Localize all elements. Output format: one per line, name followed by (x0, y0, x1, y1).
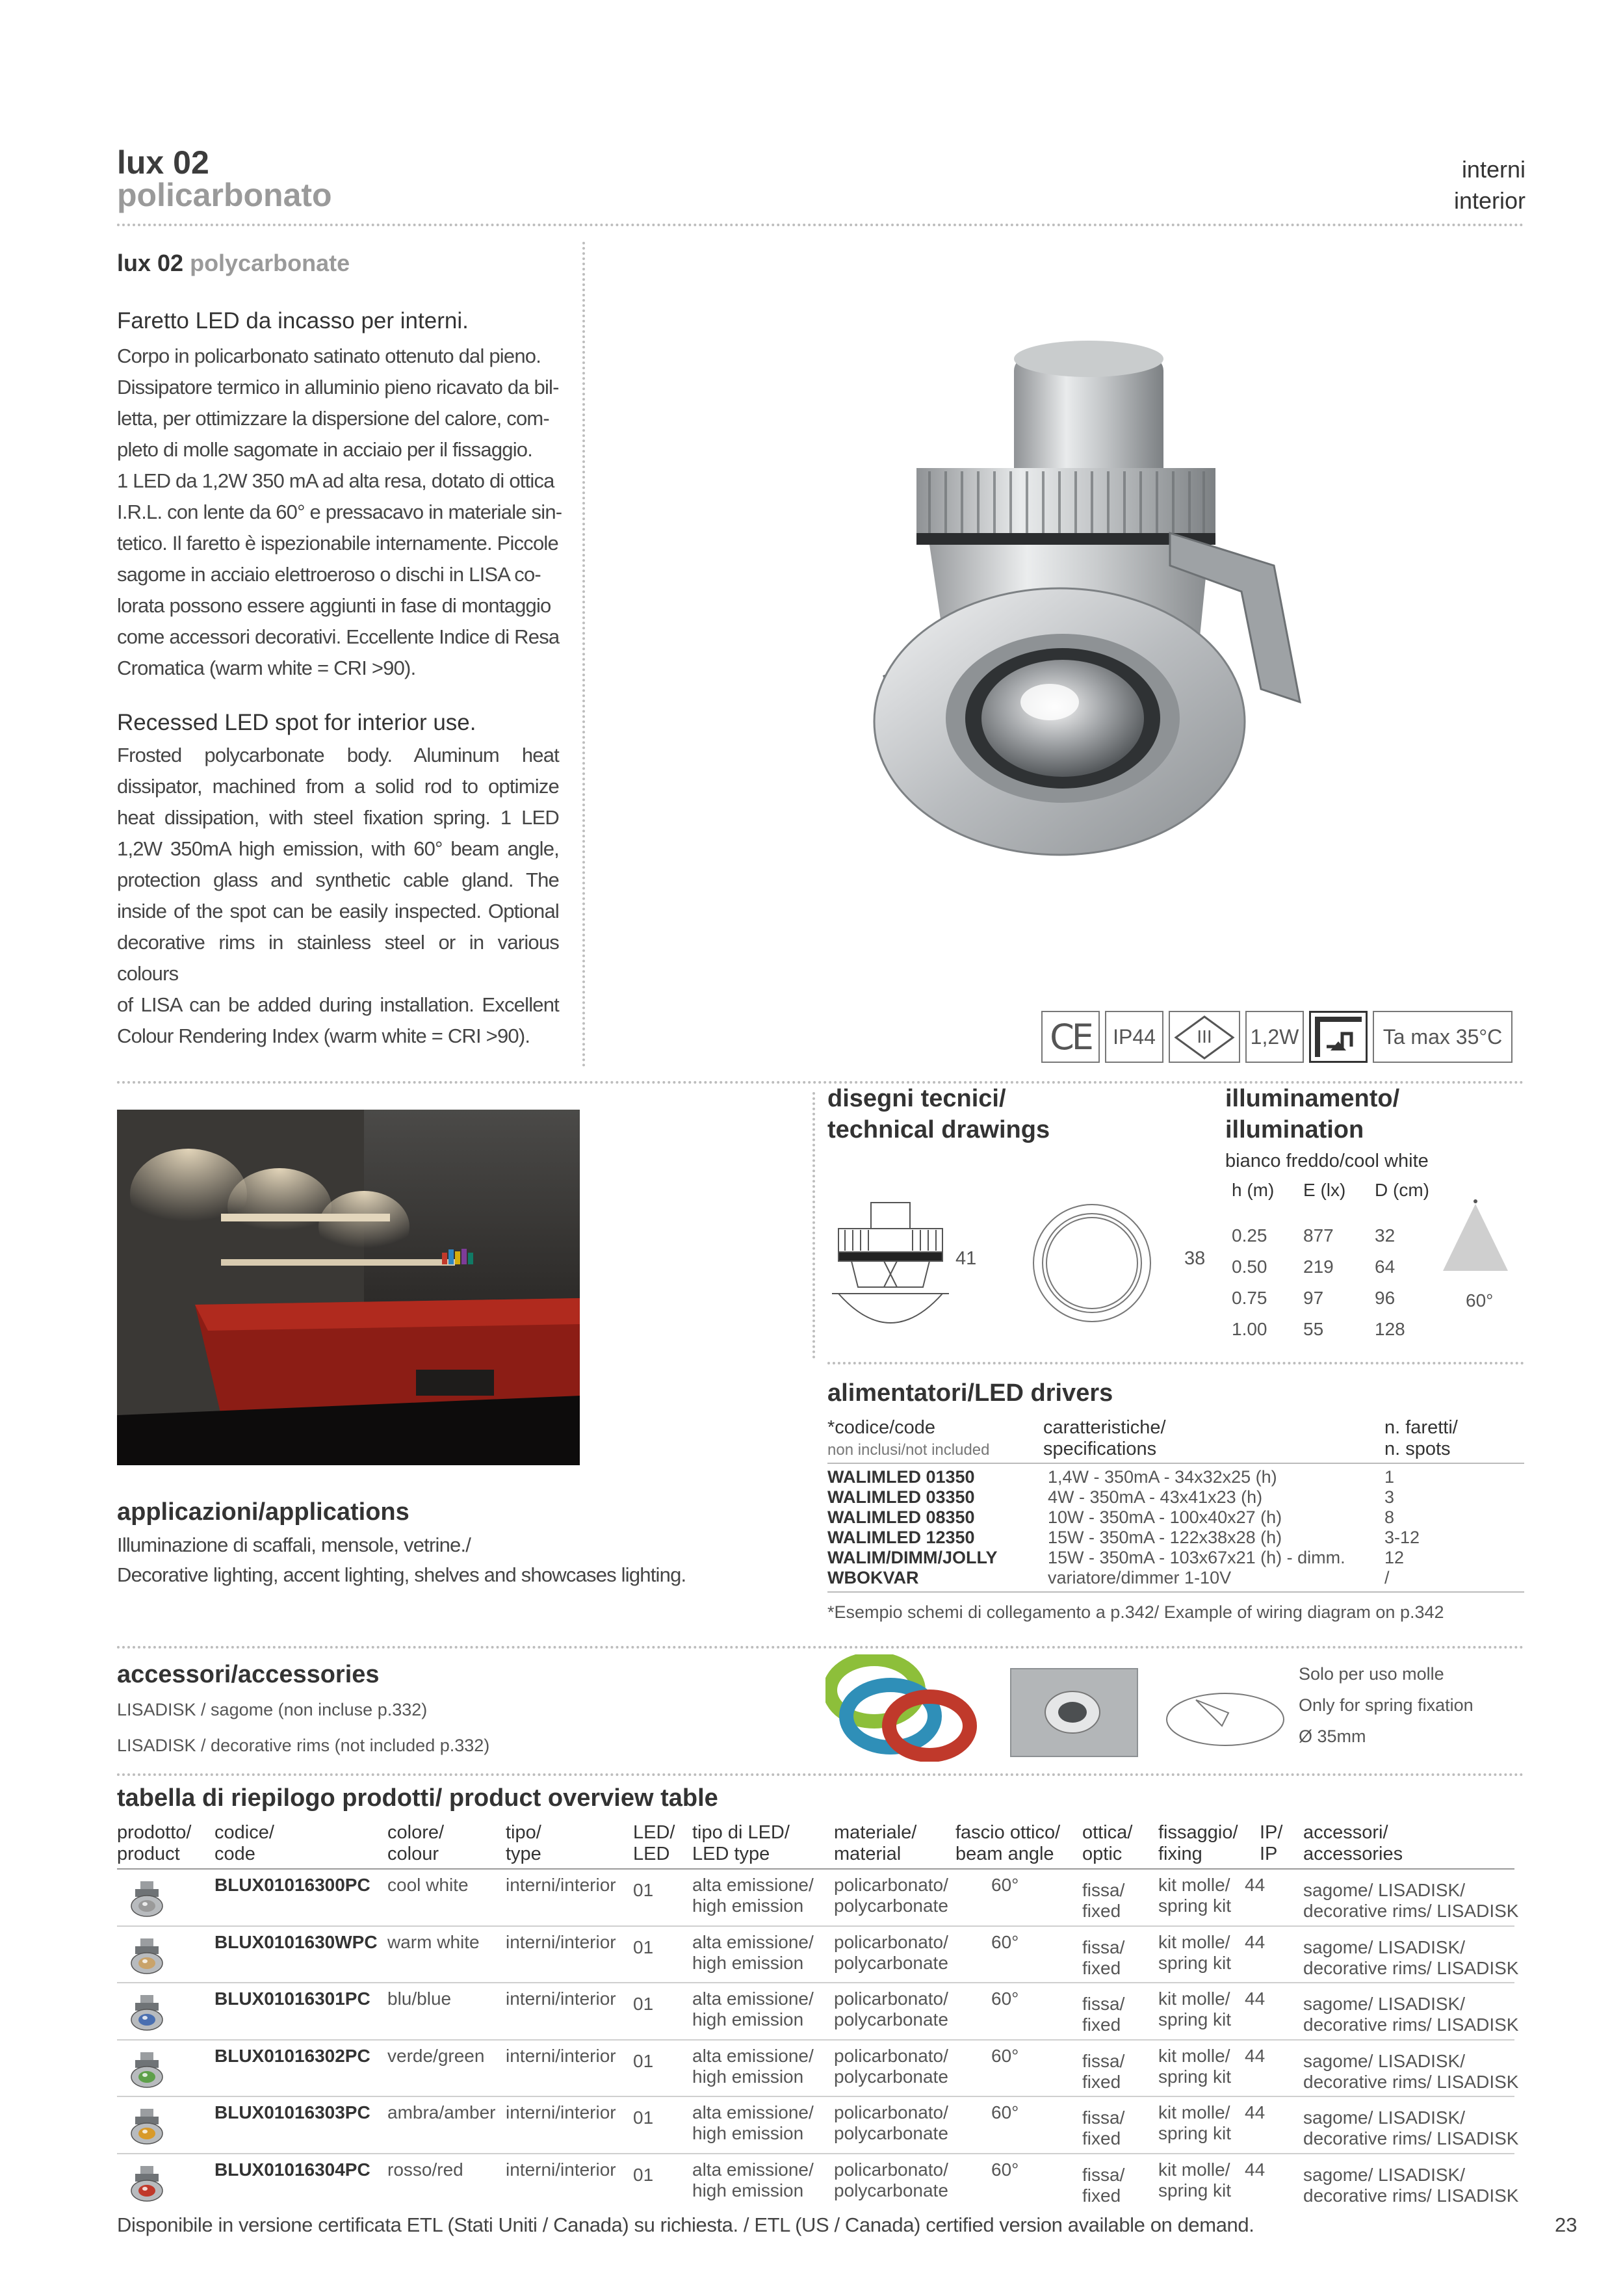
accessories-note-2: Only for spring fixation (1299, 1695, 1474, 1715)
table-cell-ip: 44 (1245, 2102, 1266, 2122)
illumination-cell: 55 (1303, 1319, 1324, 1339)
drivers-header-rule (827, 1463, 1524, 1464)
drivers-header-spots-2: n. spots (1384, 1439, 1451, 1459)
illumination-cell: 0.75 (1232, 1288, 1267, 1308)
driver-spots: 8 (1384, 1507, 1395, 1527)
table-header (1082, 1822, 1132, 1865)
table-cell-mat2: polycarbonate (834, 2123, 948, 2143)
illumination-cell: 32 (1375, 1225, 1396, 1246)
table-cell-fix1: kit molle/ (1158, 1989, 1230, 2009)
illumination-cell: 97 (1303, 1288, 1324, 1308)
table-cell-ip: 44 (1245, 2159, 1266, 2180)
table-header-line: accessori/ (1303, 1822, 1388, 1843)
drawings-title-en: technical drawings (827, 1116, 1050, 1143)
applications-line-it: Illuminazione di scaffali, mensole, vetrine./ (117, 1533, 471, 1556)
table-cell-fix1: kit molle/ (1158, 2102, 1230, 2122)
driver-code: WBOKVAR (827, 1568, 919, 1587)
section-divider-drivers (827, 1362, 1524, 1364)
drivers-header-spots-1: n. faretti/ (1384, 1417, 1458, 1438)
table-cell-beam: 60° (991, 1875, 1019, 1895)
beam-angle-label: 60° (1466, 1290, 1494, 1311)
table-header-line: accessories (1303, 1844, 1403, 1864)
text-line: I.R.L. con lente da 60° e pressacavo in materiale sin- (117, 501, 562, 523)
product-photo (806, 338, 1339, 871)
table-cell-ip: 44 (1245, 1931, 1266, 1952)
illumination-subtitle: bianco freddo/cool white (1225, 1151, 1429, 1171)
table-cell-ledtype2: high emission (692, 2009, 804, 2029)
table-cell-led: 01 (633, 2107, 654, 2128)
table-row-divider (117, 2096, 1514, 2097)
table-cell-ledtype2: high emission (692, 1896, 804, 1916)
driver-code: WALIMLED 12350 (827, 1528, 975, 1547)
table-cell-colour: ambra/amber (387, 2102, 496, 2122)
table-header (214, 1822, 274, 1865)
illumination-cell: 128 (1375, 1319, 1405, 1339)
applications-title: applicazioni/applications (117, 1498, 409, 1526)
illumination-cell: 1.00 (1232, 1319, 1267, 1339)
table-cell-type: interni/interior (506, 1989, 616, 2009)
table-header-line: LED type (692, 1844, 770, 1864)
table-cell-led: 01 (633, 2164, 654, 2185)
category-it: interni (1461, 156, 1526, 183)
table-header (387, 1822, 444, 1865)
text-line: Dissipatore termico in alluminio pieno ricavato da bil- (117, 376, 559, 398)
table-cell-ledtype2: high emission (692, 2123, 804, 2143)
max-temp-text: Ta max 35°C (1383, 1024, 1503, 1049)
table-cell-fix1: kit molle/ (1158, 1931, 1230, 1952)
table-cell-colour: verde/green (387, 2045, 485, 2066)
table-cell-optic1: fissa/ (1082, 2107, 1125, 2128)
table-header-line: LED/ (633, 1822, 675, 1843)
applications-text (117, 1530, 767, 1590)
drivers-header-spec-2: specifications (1043, 1439, 1157, 1459)
table-cell-type: interni/interior (506, 2045, 616, 2066)
table-header-line: code (214, 1844, 255, 1864)
table-header-line: IP (1260, 1844, 1278, 1864)
table-header-line: fixing (1158, 1844, 1202, 1864)
table-cell-fix2: spring kit (1158, 1952, 1232, 1973)
table-cell-mat2: polycarbonate (834, 2066, 948, 2087)
illumination-title-en: illumination (1225, 1116, 1364, 1143)
table-header-line: materiale/ (834, 1822, 917, 1843)
table-cell-optic2: fixed (1082, 2128, 1121, 2148)
table-header-line: beam angle (955, 1844, 1054, 1864)
illumination-title-it: illuminamento/ (1225, 1085, 1400, 1112)
product-thumbnail (127, 1880, 166, 1919)
table-cell-acc1: sagome/ LISADISK/ (1303, 2107, 1466, 2128)
table-cell-optic1: fissa/ (1082, 1937, 1125, 1957)
surface-mount-glyph (1312, 1014, 1364, 1060)
section-divider-3 (117, 1773, 1524, 1776)
driver-code: WALIM/DIMM/JOLLY (827, 1548, 998, 1567)
dimension-height: 41 (955, 1248, 977, 1269)
table-row-divider (117, 1925, 1514, 1927)
product-thumbnail (127, 2051, 166, 2090)
text-line: Corpo in policarbonato satinato ottenuto dal pieno. (117, 345, 541, 367)
table-cell-fix2: spring kit (1158, 2123, 1232, 2143)
table-header (1158, 1822, 1238, 1865)
table-cell-led: 01 (633, 1994, 654, 2014)
table-header (117, 1822, 191, 1865)
table-cell-mat2: polycarbonate (834, 2009, 948, 2029)
text-line: Colour Rendering Index (warm white = CRI >90). (117, 1024, 530, 1047)
table-cell-ledtype1: alta emissione/ (692, 1875, 814, 1895)
drawings-column-divider (812, 1092, 815, 1359)
table-header (1260, 1822, 1282, 1865)
table-cell-fix2: spring kit (1158, 2180, 1232, 2200)
table-cell-beam: 60° (991, 2159, 1019, 2180)
square-rim-illustration (1011, 1669, 1137, 1756)
illumination-header: h (m) (1232, 1180, 1275, 1200)
ce-mark-icon (1041, 1011, 1100, 1063)
driver-spots: 3 (1384, 1487, 1395, 1507)
table-header-line: tipo/ (506, 1822, 541, 1843)
lisadisk-colored-rims (825, 1654, 981, 1762)
table-row-divider (117, 1982, 1514, 1983)
table-cell-type: interni/interior (506, 2159, 616, 2180)
table-cell-mat1: policarbonato/ (834, 2045, 948, 2066)
product-title: lux 02 (117, 144, 209, 181)
table-cell-mat2: polycarbonate (834, 1896, 948, 1916)
table-cell-mat1: policarbonato/ (834, 1989, 948, 2009)
table-cell-led: 01 (633, 1937, 654, 1957)
table-cell-colour: warm white (387, 1931, 480, 1952)
spotlight-illustration (874, 341, 1300, 855)
text-line: dissipator, machined from a solid rod to optimize (117, 775, 559, 798)
table-cell-led: 01 (633, 1880, 654, 1900)
table-cell-code: BLUX0101630WPC (214, 1931, 378, 1952)
table-header-line: tipo di LED/ (692, 1822, 790, 1843)
table-cell-beam: 60° (991, 1931, 1019, 1952)
text-line: heat dissipation, with steel fixation spring. 1 LED (117, 806, 559, 829)
table-cell-acc1: sagome/ LISADISK/ (1303, 2050, 1466, 2071)
power-badge (1245, 1011, 1304, 1063)
table-cell-acc2: decorative rims/ LISADISK (1303, 1901, 1519, 1921)
table-cell-acc2: decorative rims/ LISADISK (1303, 1957, 1519, 1978)
table-cell-mat1: policarbonato/ (834, 1931, 948, 1952)
text-line: sagome in acciaio elettroeroso o dischi in LISA co- (117, 563, 541, 586)
table-cell-fix2: spring kit (1158, 2009, 1232, 2029)
table-header-line: codice/ (214, 1822, 274, 1843)
driver-spec: 15W - 350mA - 103x67x21 (h) - dimm. (1048, 1548, 1345, 1567)
table-header-line: fissaggio/ (1158, 1822, 1238, 1843)
table-cell-ip: 44 (1245, 2045, 1266, 2066)
text-line: come accessori decorativi. Eccellente Indice di Resa (117, 625, 560, 648)
table-header-line: material (834, 1844, 902, 1864)
front-view-circles (1033, 1205, 1150, 1322)
table-header (633, 1822, 675, 1865)
table-cell-led: 01 (633, 2050, 654, 2071)
table-cell-beam: 60° (991, 2102, 1019, 2122)
table-header (955, 1822, 1060, 1865)
text-line: decorative rims in stainless steel or in various colours (117, 931, 559, 985)
driver-spots: 1 (1384, 1467, 1395, 1487)
driver-spec: 1,4W - 350mA - 34x32x25 (h) (1048, 1467, 1277, 1487)
table-cell-ledtype1: alta emissione/ (692, 1989, 814, 2009)
table-cell-colour: cool white (387, 1875, 469, 1895)
side-view-lines (832, 1203, 949, 1323)
decorative-rim-square (1004, 1665, 1141, 1760)
table-header-line: IP/ (1260, 1822, 1283, 1843)
accessories-note-1: Solo per uso molle (1299, 1664, 1444, 1684)
table-cell-optic1: fissa/ (1082, 1994, 1125, 2014)
table-header-line: colore/ (387, 1822, 445, 1843)
drawings-title (827, 1083, 1050, 1145)
ce-mark-text: CE (1050, 1016, 1091, 1058)
drawings-title-it: disegni tecnici/ (827, 1085, 1006, 1112)
table-cell-acc2: decorative rims/ LISADISK (1303, 2185, 1519, 2206)
table-cell-optic2: fixed (1082, 2015, 1121, 2035)
drivers-header-spec (1043, 1417, 1166, 1460)
table-cell-fix1: kit molle/ (1158, 2045, 1230, 2066)
text-line: 1 LED da 1,2W 350 mA ad alta resa, dotato di ottica (117, 469, 554, 492)
table-header (834, 1822, 916, 1865)
intro-body-it (117, 341, 562, 684)
product-thumbnail (127, 2107, 166, 2146)
illumination-cell: 0.50 (1232, 1257, 1267, 1277)
coloured-rims-illustration (830, 1659, 970, 1755)
illumination-header: D (cm) (1375, 1180, 1429, 1200)
table-cell-beam: 60° (991, 2045, 1019, 2066)
text-line: pleto di molle sagomate in acciaio per il fissaggio. (117, 438, 533, 461)
table-cell-ledtype1: alta emissione/ (692, 1931, 814, 1952)
drivers-header-code: *codice/code (827, 1417, 936, 1438)
table-cell-optic1: fissa/ (1082, 2050, 1125, 2071)
page-number: 23 (1555, 2213, 1578, 2236)
text-line: Cromatica (warm white = CRI >90). (117, 657, 416, 679)
class-iii-icon (1169, 1011, 1240, 1063)
table-cell-ip: 44 (1245, 1875, 1266, 1895)
driver-spec: 4W - 350mA - 43x41x23 (h) (1048, 1487, 1263, 1507)
table-header (1303, 1822, 1403, 1865)
table-cell-mat1: policarbonato/ (834, 2102, 948, 2122)
driver-code: WALIMLED 03350 (827, 1487, 975, 1507)
driver-code: WALIMLED 01350 (827, 1467, 975, 1487)
side-view-knurl (845, 1230, 936, 1251)
illumination-cell: 219 (1303, 1257, 1334, 1277)
table-cell-ledtype1: alta emissione/ (692, 2159, 814, 2180)
drivers-header-code-note: non inclusi/not included (827, 1441, 990, 1459)
table-cell-acc1: sagome/ LISADISK/ (1303, 1994, 1466, 2014)
table-header-line: optic (1082, 1844, 1123, 1864)
illumination-header: E (lx) (1303, 1180, 1346, 1200)
intro-sub-light: polycarbonate (190, 250, 350, 276)
driver-spots: / (1384, 1568, 1390, 1587)
drivers-header-spots (1384, 1417, 1458, 1460)
illumination-cell: 0.25 (1232, 1225, 1267, 1246)
table-cell-optic2: fixed (1082, 1901, 1121, 1921)
applications-line-en: Decorative lighting, accent lighting, shelves and showcases lighting. (117, 1563, 686, 1586)
text-line: letta, per ottimizzare la dispersione del calore, com- (117, 407, 549, 430)
table-cell-code: BLUX01016303PC (214, 2102, 370, 2122)
technical-drawing-side (825, 1196, 968, 1339)
text-line: inside of the spot can be easily inspected. Optional (117, 900, 559, 922)
table-header-rule (117, 1868, 1514, 1870)
text-line: Frosted polycarbonate body. Aluminum heat (117, 744, 559, 766)
table-header (506, 1822, 541, 1865)
table-cell-ip: 44 (1245, 1989, 1266, 2009)
drivers-bottom-rule (827, 1591, 1524, 1593)
text-line: lorata possono essere aggiunti in fase di montaggio (117, 594, 551, 617)
table-cell-type: interni/interior (506, 2102, 616, 2122)
illumination-cell: 64 (1375, 1257, 1396, 1277)
illumination-title (1225, 1083, 1399, 1145)
table-header (692, 1822, 790, 1865)
driver-spec: variatore/dimmer 1-10V (1048, 1568, 1232, 1587)
interior-scene (117, 1110, 580, 1465)
table-cell-acc1: sagome/ LISADISK/ (1303, 1880, 1466, 1900)
text-line: tetico. Il faretto è ispezionabile internamente. Piccole (117, 532, 558, 554)
table-cell-optic1: fissa/ (1082, 2164, 1125, 2185)
intro-heading-en: Recessed LED spot for interior use. (117, 710, 476, 735)
product-thumbnail (127, 1994, 166, 2033)
spring-fixation-lines (1167, 1693, 1284, 1745)
table-title: tabella di riepilogo prodotti/ product overview table (117, 1784, 718, 1812)
category-en: interior (1453, 187, 1526, 214)
table-header-line: ottica/ (1082, 1822, 1133, 1843)
table-header-line: type (506, 1844, 541, 1864)
intro-sub-bold: lux 02 (117, 250, 184, 276)
table-cell-mat2: polycarbonate (834, 2180, 948, 2200)
table-cell-code: BLUX01016304PC (214, 2159, 370, 2180)
product-thumbnail (127, 1937, 166, 1976)
section-divider-2 (117, 1646, 1524, 1649)
table-cell-mat2: polycarbonate (834, 1952, 948, 1973)
table-cell-mat1: policarbonato/ (834, 1875, 948, 1895)
ip-rating-text: IP44 (1113, 1024, 1156, 1049)
table-cell-acc1: sagome/ LISADISK/ (1303, 2164, 1466, 2185)
beam-cone-icon (1440, 1196, 1511, 1274)
illumination-cell: 96 (1375, 1288, 1396, 1308)
intro-column-divider (582, 242, 585, 1067)
table-cell-optic1: fissa/ (1082, 1880, 1125, 1900)
drivers-title: alimentatori/LED drivers (827, 1379, 1113, 1407)
table-cell-ledtype1: alta emissione/ (692, 2045, 814, 2066)
table-cell-colour: rosso/red (387, 2159, 463, 2180)
drivers-header-spec-1: caratteristiche/ (1043, 1417, 1166, 1438)
product-thumbnail (127, 2165, 166, 2204)
driver-spec: 10W - 350mA - 100x40x27 (h) (1048, 1507, 1282, 1527)
table-row-divider (117, 2153, 1514, 2154)
table-cell-ledtype2: high emission (692, 2180, 804, 2200)
accessories-line-1: LISADISK / sagome (non incluse p.332) (117, 1700, 428, 1719)
table-cell-code: BLUX01016302PC (214, 2045, 370, 2066)
table-cell-fix1: kit molle/ (1158, 2159, 1230, 2180)
intro-body-en (117, 740, 559, 1052)
table-cell-code: BLUX01016300PC (214, 1875, 370, 1895)
table-cell-ledtype2: high emission (692, 2066, 804, 2087)
table-header-line: product (117, 1844, 180, 1864)
power-text: 1,2W (1250, 1024, 1299, 1049)
application-photo (117, 1110, 580, 1465)
table-header-line: LED (633, 1844, 670, 1864)
table-cell-ledtype2: high emission (692, 1952, 804, 1973)
table-row-divider (117, 2039, 1514, 2041)
table-cell-acc2: decorative rims/ LISADISK (1303, 2071, 1519, 2092)
table-cell-acc1: sagome/ LISADISK/ (1303, 1937, 1466, 1957)
table-cell-optic2: fixed (1082, 2185, 1121, 2206)
product-subtitle: policarbonato (117, 177, 332, 213)
footer-note: Disponibile in versione certificata ETL (Stati Uniti / Canada) su richiesta. / ETL (US / Canada) certified version available on demand. (117, 2213, 1254, 2236)
table-cell-beam: 60° (991, 1989, 1019, 2009)
illumination-table (1232, 1180, 1466, 1355)
table-cell-acc2: decorative rims/ LISADISK (1303, 2015, 1519, 2035)
table-cell-type: interni/interior (506, 1931, 616, 1952)
table-cell-colour: blu/blue (387, 1989, 452, 2009)
intro-subheading (117, 250, 350, 277)
dimension-diameter: 38 (1184, 1248, 1206, 1269)
accessories-note-3: Ø 35mm (1299, 1727, 1366, 1746)
table-cell-mat1: policarbonato/ (834, 2159, 948, 2180)
table-cell-code: BLUX01016301PC (214, 1989, 370, 2009)
intro-text-it (117, 308, 562, 684)
intro-heading-it: Faretto LED da incasso per interni. (117, 308, 469, 333)
driver-spec: 15W - 350mA - 122x38x28 (h) (1048, 1528, 1282, 1547)
max-temp-badge (1373, 1011, 1513, 1063)
driver-code: WALIMLED 08350 (827, 1507, 975, 1527)
table-cell-type: interni/interior (506, 1875, 616, 1895)
drivers-note: *Esempio schemi di collegamento a p.342/ Example of wiring diagram on p.342 (827, 1602, 1444, 1622)
driver-spots: 3-12 (1384, 1528, 1420, 1547)
spring-fixation-diagram (1163, 1687, 1287, 1752)
illumination-cell: 877 (1303, 1225, 1334, 1246)
ip-rating-badge (1105, 1011, 1163, 1063)
table-cell-optic2: fixed (1082, 2071, 1121, 2092)
accessories-line-2: LISADISK / decorative rims (not included p.332) (117, 1736, 490, 1755)
accessories-title: accessori/accessories (117, 1661, 380, 1688)
insulation-surface-icon (1309, 1011, 1368, 1063)
text-line: of LISA can be added during installation. Excellent (117, 993, 559, 1016)
table-header-line: fascio ottico/ (955, 1822, 1061, 1843)
text-line: protection glass and synthetic cable gland. The (117, 868, 559, 891)
table-cell-fix2: spring kit (1158, 2066, 1232, 2087)
table-cell-optic2: fixed (1082, 1957, 1121, 1978)
driver-spots: 12 (1384, 1548, 1405, 1567)
intro-text-en (117, 710, 559, 1052)
table-cell-ledtype1: alta emissione/ (692, 2102, 814, 2122)
table-cell-fix2: spring kit (1158, 1896, 1232, 1916)
table-header-line: colour (387, 1844, 439, 1864)
header-divider (117, 224, 1524, 226)
class-iii-text: III (1197, 1026, 1212, 1047)
table-cell-fix1: kit molle/ (1158, 1875, 1230, 1895)
text-line: 1,2W 350mA high emission, with 60° beam angle, (117, 837, 559, 860)
technical-drawing-front (1030, 1201, 1154, 1325)
table-cell-acc2: decorative rims/ LISADISK (1303, 2128, 1519, 2148)
table-header-line: prodotto/ (117, 1822, 192, 1843)
